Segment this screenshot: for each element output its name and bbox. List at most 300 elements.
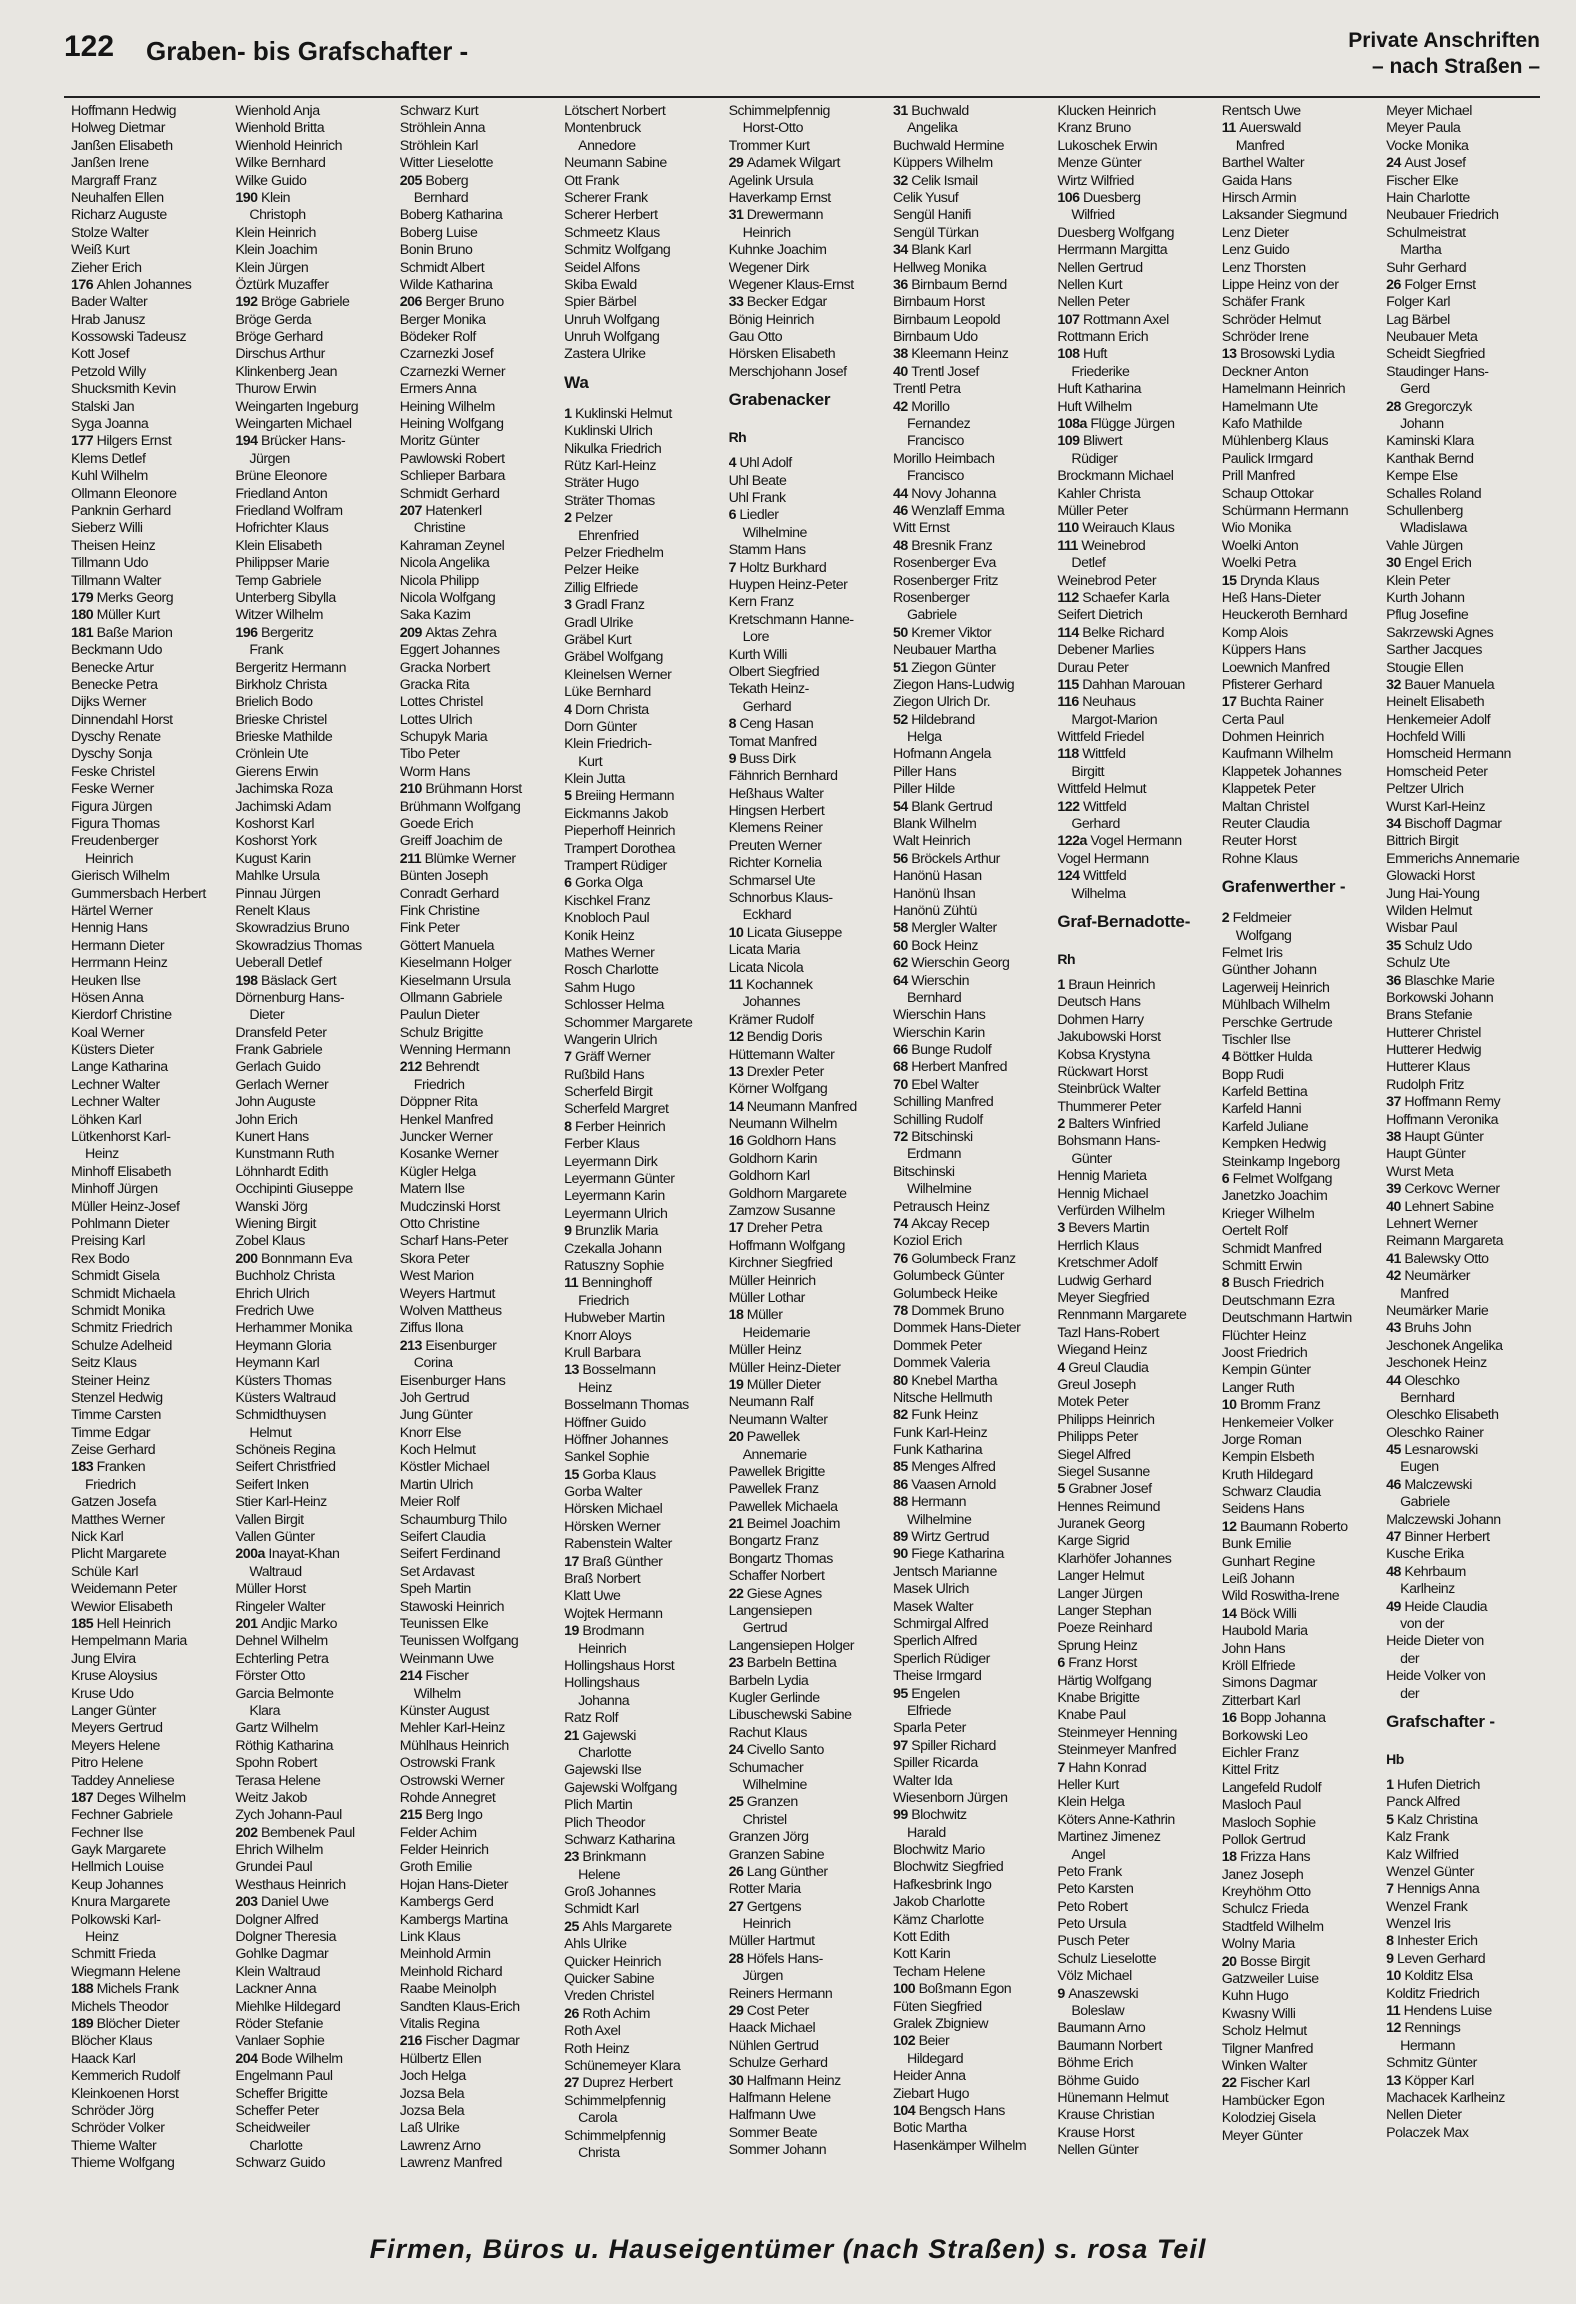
listing-entry: Neumann Ralf [728,1394,814,1411]
listing-entry: Küsters Waltraud [235,1389,336,1406]
listing-entry: 6 Gorka Olga [564,875,643,892]
listing-entry: 27 Gertgens [728,1898,802,1915]
listing-entry: Friedrich [85,1476,136,1493]
section-label-line2: – nach Straßen – [1371,55,1540,78]
listing-entry: Kalz Frank [1386,1829,1449,1846]
listing-entry: Heymann Gloria [235,1337,331,1354]
listing-entry: Braß Norbert [564,1571,641,1588]
house-number: 124 [1057,868,1083,885]
listing-entry: Zamzow Susanne [728,1203,836,1220]
house-number: 62 [892,955,912,972]
house-number: 39 [1386,1181,1405,1198]
listing-entry: 68 Herbert Manfred [892,1059,1007,1076]
listing-entry: Müller Heinz-Dieter [728,1359,841,1376]
listing-entry: Keup Johannes [71,1876,164,1893]
listing-entry: 7 Hahn Konrad [1057,1759,1147,1776]
house-number: 25 [728,1794,747,1811]
listing-entry: Mahlke Ursula [235,868,320,885]
listing-entry: Eggert Johannes [399,642,500,659]
listing-entry: Annemarie [742,1446,807,1463]
listing-entry: 25 Ahls Margarete [564,1918,672,1935]
listing-entry: Rex Bodo [71,1250,130,1267]
listing-entry: Kuklinski Ulrich [564,423,653,440]
listing-entry: Schwarz Katharina [564,1831,675,1848]
listing-entry: Hermann [1400,2037,1455,2054]
listing-entry: 179 Merks Georg [71,589,174,606]
listing-entry: Rohde Annegret [399,1789,496,1806]
listing-entry: Döppner Rita [399,1094,478,1111]
listing-entry: Sparla Peter [892,1720,966,1737]
listing-entry: Skowradzius Thomas [235,937,362,954]
listing-entry: Trommer Kurt [728,137,810,154]
listing-entry: 60 Bock Heinz [892,937,978,954]
listing-entry: Waltraud [249,1563,302,1580]
listing-entry: Koziol Erich [892,1233,962,1250]
listing-entry: Mehler Karl-Heinz [399,1720,505,1737]
house-number: 204 [235,2050,262,2067]
house-number: 31 [728,207,747,224]
listing-entry: Kosanke Werner [399,1146,499,1163]
house-number: 32 [892,172,912,189]
house-number: 214 [399,1668,426,1685]
house-number: 7 [564,1049,576,1066]
listing-entry: Bunk Emilie [1221,1536,1292,1553]
house-number: 189 [71,2015,97,2032]
house-number: 3 [1057,1220,1069,1237]
listing-entry: Lag Bärbel [1386,311,1450,328]
house-number: 23 [728,1655,747,1672]
listing-entry: Sperlich Rüdiger [892,1650,990,1667]
listing-entry: Hermann Dieter [71,937,165,954]
listing-entry: Rennmann Margarete [1057,1307,1187,1324]
listing-entry: Plicht Margarete [71,1546,167,1563]
listing-entry: Wladislawa [1400,520,1467,537]
listing-entry: Haverkamp Ernst [728,189,831,206]
listing-entry: Sengül Hanifi [892,207,971,224]
district-code: Rh [728,429,747,446]
house-number: 185 [71,1615,97,1632]
listing-entry: Friederike [1071,363,1130,380]
street-heading: Grafenwerther - [1221,877,1346,897]
listing-entry: Jachimski Adam [235,798,331,815]
listing-entry: Fechner Gabriele [71,1807,173,1824]
house-number: 50 [892,624,912,641]
listing-entry: Halfmann Helene [728,2089,831,2106]
listing-entry: 72 Bitschinski [892,1129,973,1146]
listing-entry: Hösen Anna [71,989,144,1006]
listing-entry: Fischer Elke [1386,172,1459,189]
listing-entry: Borkowski Leo [1221,1727,1308,1744]
house-number: 176 [71,276,97,293]
listing-entry: 106 Duesberg [1057,189,1141,206]
listing-entry: Löhnhardt Edith [235,1163,329,1180]
house-number: 181 [71,624,97,641]
listing-entry: 6 Felmet Wolfgang [1221,1171,1333,1188]
listing-entry: Winken Walter [1221,2057,1307,2074]
house-number: 70 [892,1076,912,1093]
listing-entry: Fernandez [906,416,971,433]
listing-entry: 99 Blochwitz [892,1807,967,1824]
listing-entry: Reimann Margareta [1386,1233,1504,1250]
listing-entry: Kuhnke Joachim [728,242,827,259]
listing-entry: Kempin Günter [1221,1362,1311,1379]
listing-entry: Ahls Ulrike [564,1936,627,1953]
listing-entry: Müller Lothar [728,1290,805,1306]
listing-entry: Hörsken Michael [564,1501,663,1518]
house-number: 8 [564,1118,576,1135]
listing-entry: Meinhold Richard [399,1963,503,1980]
listing-entry: Kretschmer Adolf [1057,1255,1158,1272]
house-number: 110 [1057,520,1083,537]
listing-entry: Hirsch Armin [1221,189,1297,206]
listing-entry: Dolgner Alfred [235,1911,319,1928]
listing-entry: Kwasny Willi [1221,2005,1296,2022]
listing-entry: Reuter Claudia [1221,816,1310,833]
listing-entry: Richter Kornelia [728,855,822,872]
listing-entry: Theisen Heinz [71,537,156,554]
listing-entry: Hennig Michael [1057,1185,1149,1202]
listing-entry: 58 Mergler Walter [892,920,997,937]
listing-entry: Wenzel Iris [1386,1916,1451,1933]
listing-entry: Schilling Manfred [892,1094,994,1111]
listing-entry: 102 Beier [892,2033,950,2050]
house-number: 2 [1057,1116,1069,1133]
listing-entry: Spiller Ricarda [892,1755,978,1772]
listing-entry: 30 Engel Erich [1386,555,1472,572]
listing-entry: Syga Joanna [71,416,149,433]
listing-entry: Klara [249,1702,281,1719]
listing-entry: Frank [249,642,284,659]
listing-entry: Neumann Sabine [564,155,667,172]
listing-entry: Haack Karl [71,2050,136,2067]
listing-entry: Hellweg Monika [892,259,987,276]
listing-entry: Kemmerich Rudolf [71,2068,180,2085]
listing-entry: Panck Alfred [1386,1794,1460,1811]
listing-entry: Emmerichs Annemarie [1386,850,1520,867]
listing-entry: Durau Peter [1057,659,1129,676]
house-number: 213 [399,1337,426,1354]
house-number: 60 [892,937,912,954]
listing-entry: Weidemann Peter [71,1581,177,1598]
listing-entry: Raabe Meinolph [399,1981,497,1998]
house-number: 1 [564,405,576,422]
listing-entry: Debener Marlies [1057,642,1154,659]
listing-entry: Scherer Herbert [564,207,658,224]
listing-entry: Machacek Karlheinz [1386,2089,1505,2106]
listing-entry: Buchholz Christa [235,1268,335,1285]
listing-entry: Bröge Gerda [235,311,312,328]
listing-entry: Francisco [906,468,964,485]
listing-entry: Jung Elvira [71,1650,136,1667]
listing-entry: Heinrich [742,224,791,241]
listing-entry: Scherer Frank [564,189,648,206]
house-number: 90 [892,1546,912,1563]
listing-entry: Neubauer Martha [892,642,996,659]
listing-entry: Kurth Johann [1386,589,1465,606]
house-number: 49 [1386,1598,1405,1615]
listing-entry: 34 Blank Karl [892,242,971,259]
listing-entry: Wewior Elisabeth [71,1598,173,1615]
listing-entry: 18 Frizza Hans [1221,1849,1311,1866]
listing-entry: Celik Yusuf [892,189,959,206]
listing-entry: Tilgner Manfred [1221,2040,1314,2057]
listing-entry: Christoph [249,207,306,224]
listing-entry: Richarz Auguste [71,207,167,224]
directory-columns [71,103,1551,2223]
house-number: 46 [1386,1476,1405,1493]
listing-entry: Mathes Werner [564,944,655,961]
listing-entry: Boleslaw [1071,2003,1125,2020]
house-number: 11 [1221,120,1240,137]
listing-entry: Schullenberg [1386,502,1463,519]
listing-entry: Goede Erich [399,816,474,833]
directory-column [235,103,399,2223]
listing-entry: Dohmen Heinrich [1221,729,1324,746]
listing-entry: Lechner Walter [71,1076,160,1093]
listing-entry: 51 Ziegon Günter [892,659,996,676]
listing-entry: Witt Ernst [892,520,950,537]
listing-entry: Schürmann Hermann [1221,502,1349,519]
listing-entry: 11 Benninghoff [564,1275,652,1292]
listing-entry: Groth Emilie [399,1859,472,1876]
listing-entry: Klein Peter [1386,572,1451,589]
listing-entry: Mudczinski Horst [399,1198,500,1215]
listing-entry: Schmitt Frieda [71,1946,156,1963]
street-heading: Wa [564,372,589,392]
listing-entry: Wurst Meta [1386,1163,1454,1180]
listing-entry: Gierisch Wilhelm [71,868,170,885]
listing-entry: Wiening Birgit [235,1216,316,1232]
listing-entry: Klarhöfer Johannes [1057,1550,1172,1567]
listing-entry: Schnorbus Klaus- [728,890,833,907]
listing-entry: Kafo Mathilde [1221,416,1302,433]
listing-entry: 48 Kehrbaum [1386,1563,1466,1580]
house-number: 17 [728,1220,747,1237]
listing-entry: Heinrich [85,850,134,867]
listing-entry: Köstler Michael [399,1459,490,1476]
listing-entry: Seifert Ferdinand [399,1546,501,1563]
listing-entry: Paulick Irmgard [1221,450,1313,467]
listing-entry: Pawlowski Robert [399,450,505,467]
listing-entry: Rachut Klaus [728,1724,807,1741]
listing-entry: Peltzer Ulrich [1386,781,1464,798]
house-number: 8 [1386,1933,1397,1950]
listing-entry: Hofrichter Klaus [235,520,329,537]
listing-entry: Scheidweiler [235,2120,310,2137]
listing-entry: Bergeritz Hermann [235,659,346,676]
house-number: 21 [564,1727,583,1744]
listing-entry: 9 Brunzlik Maria [564,1223,658,1240]
listing-entry: Künster August [399,1702,490,1719]
listing-entry: Langensiepen Holger [728,1637,854,1654]
listing-entry: Kranz Bruno [1057,120,1131,137]
listing-entry: Kalz Wilfried [1386,1846,1459,1863]
listing-entry: Schulze Adelheid [71,1337,172,1354]
listing-entry: Lawrenz Arno [399,2137,481,2154]
listing-entry: Paulun Dieter [399,1007,480,1024]
listing-entry: 111 Weinebrod [1057,537,1146,554]
house-number: 15 [1221,572,1240,589]
house-number: 20 [728,1429,747,1446]
listing-entry: Gerd [1400,381,1430,398]
listing-entry: Schimmelpfennig [564,2092,666,2109]
listing-entry: Wittfeld Friedel [1057,729,1144,746]
listing-entry: Janßen Elisabeth [71,137,173,154]
listing-entry: Küppers Wilhelm [892,155,993,172]
listing-entry: Laß Ulrike [399,2120,460,2137]
listing-entry: Garcia Belmonte [235,1685,334,1702]
listing-entry: Skowradzius Bruno [235,920,350,937]
listing-entry: Saka Kazim [399,607,471,624]
listing-entry: Kieselmann Ursula [399,972,511,989]
listing-entry: Gertrud [742,1620,788,1637]
listing-entry: 4 Dorn Christa [564,701,649,718]
listing-entry: Lechner Walter [71,1094,160,1111]
listing-entry: Hubweber Martin [564,1310,665,1327]
listing-entry: Oertelt Rolf [1221,1223,1288,1240]
listing-entry: Kügler Helga [399,1163,476,1180]
listing-entry: Helga [906,729,942,746]
listing-entry: Stalski Jan [71,398,135,415]
house-number: 5 [564,788,576,805]
listing-entry: 108 Huft [1057,346,1107,363]
listing-entry: Ringeler Walter [235,1598,326,1615]
listing-entry: Rütz Karl-Heinz [564,458,657,475]
listing-entry: Angel [1071,1846,1106,1863]
listing-entry: Schmidt Michaela [71,1285,175,1302]
listing-entry: 70 Ebel Walter [892,1076,979,1093]
listing-entry: Sengül Türkan [892,224,979,241]
listing-entry: Roth Heinz [564,2040,630,2057]
listing-entry: Wangerin Ulrich [564,1031,658,1048]
listing-entry: 56 Bröckels Arthur [892,850,1000,867]
listing-entry: 185 Hell Heinrich [71,1615,171,1632]
listing-entry: Juncker Werner [399,1129,493,1146]
listing-entry: 42 Morillo [892,398,950,415]
directory-column [893,103,1057,2223]
house-number: 6 [1057,1655,1069,1672]
listing-entry: Hülbertz Ellen [399,2050,482,2067]
listing-entry: Müller Horst [235,1581,306,1598]
listing-entry: Bernhard [906,989,962,1006]
house-number: 6 [1221,1171,1233,1188]
house-number: 8 [1221,1275,1233,1292]
listing-entry: Freudenberger [71,833,159,850]
listing-entry: Gatzen Josefa [71,1494,156,1511]
house-number: 206 [399,294,426,311]
listing-entry: Höffner Guido [564,1414,646,1431]
listing-entry: 16 Goldhorn Hans [728,1133,836,1150]
listing-entry: Heller Kurt [1057,1776,1119,1793]
listing-entry: 27 Duprez Herbert [564,2075,673,2092]
listing-entry: Piller Hans [892,763,957,780]
house-number: 74 [892,1216,912,1232]
listing-entry: Beckmann Udo [71,642,162,659]
house-number: 6 [728,507,740,524]
house-number: 38 [892,346,912,363]
listing-entry: Gajewski Ilse [564,1762,642,1779]
listing-entry: Fähnrich Bernhard [728,768,838,785]
house-number: 99 [892,1807,912,1824]
listing-entry: Jung Hai-Young [1386,885,1480,902]
listing-entry: 11 Kochannek [728,976,813,993]
listing-entry: 49 Heide Claudia [1386,1598,1487,1615]
listing-entry: Reiners Hermann [728,1985,833,2002]
listing-entry: Kaminski Klara [1386,433,1474,450]
house-number: 45 [1386,1442,1405,1459]
listing-entry: Quicker Sabine [564,1971,655,1988]
listing-entry: Kämz Charlotte [892,1911,984,1928]
listing-entry: Annedore [578,137,636,154]
listing-entry: Steiner Heinz [71,1372,150,1389]
listing-entry: 116 Neuhaus [1057,694,1136,711]
listing-entry: Hennig Hans [71,920,148,937]
house-number: 111 [1057,537,1082,554]
listing-entry: Thieme Walter [71,2137,157,2154]
listing-entry: Schlieper Barbara [399,468,505,485]
house-number: 14 [1221,1605,1240,1622]
listing-entry: Halfmann Uwe [728,2107,816,2124]
house-number: 26 [1386,276,1405,293]
listing-entry: 28 Gregorczyk [1386,398,1472,415]
directory-column [1057,103,1221,2223]
listing-entry: Teunissen Elke [399,1615,489,1632]
listing-entry: Feske Werner [71,781,154,798]
listing-entry: 31 Drewermann [728,207,824,224]
listing-entry: 8 Ceng Hasan [728,716,814,733]
listing-entry: West Marion [399,1268,474,1285]
house-number: 13 [728,1063,747,1080]
house-number: 58 [892,920,912,937]
listing-entry: Haack Michael [728,2020,816,2037]
listing-entry: 13 Bosselmann [564,1362,656,1379]
listing-entry: Jeschonek Heinz [1386,1355,1487,1372]
listing-entry: 5 Breiing Hermann [564,788,674,805]
listing-entry: Langefeld Rudolf [1221,1779,1322,1796]
listing-entry: Müller Heinz [728,1342,802,1359]
listing-entry: Worm Hans [399,763,470,780]
listing-entry: Dyschy Renate [71,729,161,746]
listing-entry: Carola [578,2110,617,2127]
listing-entry: Konik Heinz [564,927,635,944]
listing-entry: Felmet Iris [1221,944,1283,961]
house-number: 216 [399,2033,426,2050]
house-number: 24 [728,1742,747,1759]
listing-entry: Kirchner Siegfried [728,1255,833,1272]
listing-entry: Schaffer Norbert [728,1568,825,1585]
listing-entry: Panknin Gerhard [71,502,171,519]
listing-entry: Koshorst Karl [235,816,315,833]
listing-entry: 52 Hildebrand [892,711,975,728]
house-number: 23 [564,1849,583,1866]
listing-entry: 38 Kleemann Heinz [892,346,1009,363]
listing-entry: Preising Karl [71,1233,145,1250]
listing-entry: Unruh Wolfgang [564,329,660,346]
listing-entry: Minhoff Elisabeth [71,1163,172,1180]
listing-entry: Manfred [1235,137,1285,154]
house-number: 10 [728,924,747,941]
listing-entry: Steinkamp Ingeborg [1221,1153,1340,1170]
listing-entry: 189 Blöcher Dieter [71,2015,180,2032]
house-number: 22 [728,1585,747,1602]
listing-entry: Karfeld Juliane [1221,1118,1309,1135]
listing-entry: Hoffmann Hedwig [71,103,177,119]
listing-entry: Wienhold Britta [235,120,325,137]
listing-entry: Dirschus Arthur [235,346,325,363]
listing-entry: 212 Behrendt [399,1059,479,1076]
listing-entry: Meyer Michael [1386,103,1472,119]
listing-entry: Shucksmith Kevin [71,381,176,398]
